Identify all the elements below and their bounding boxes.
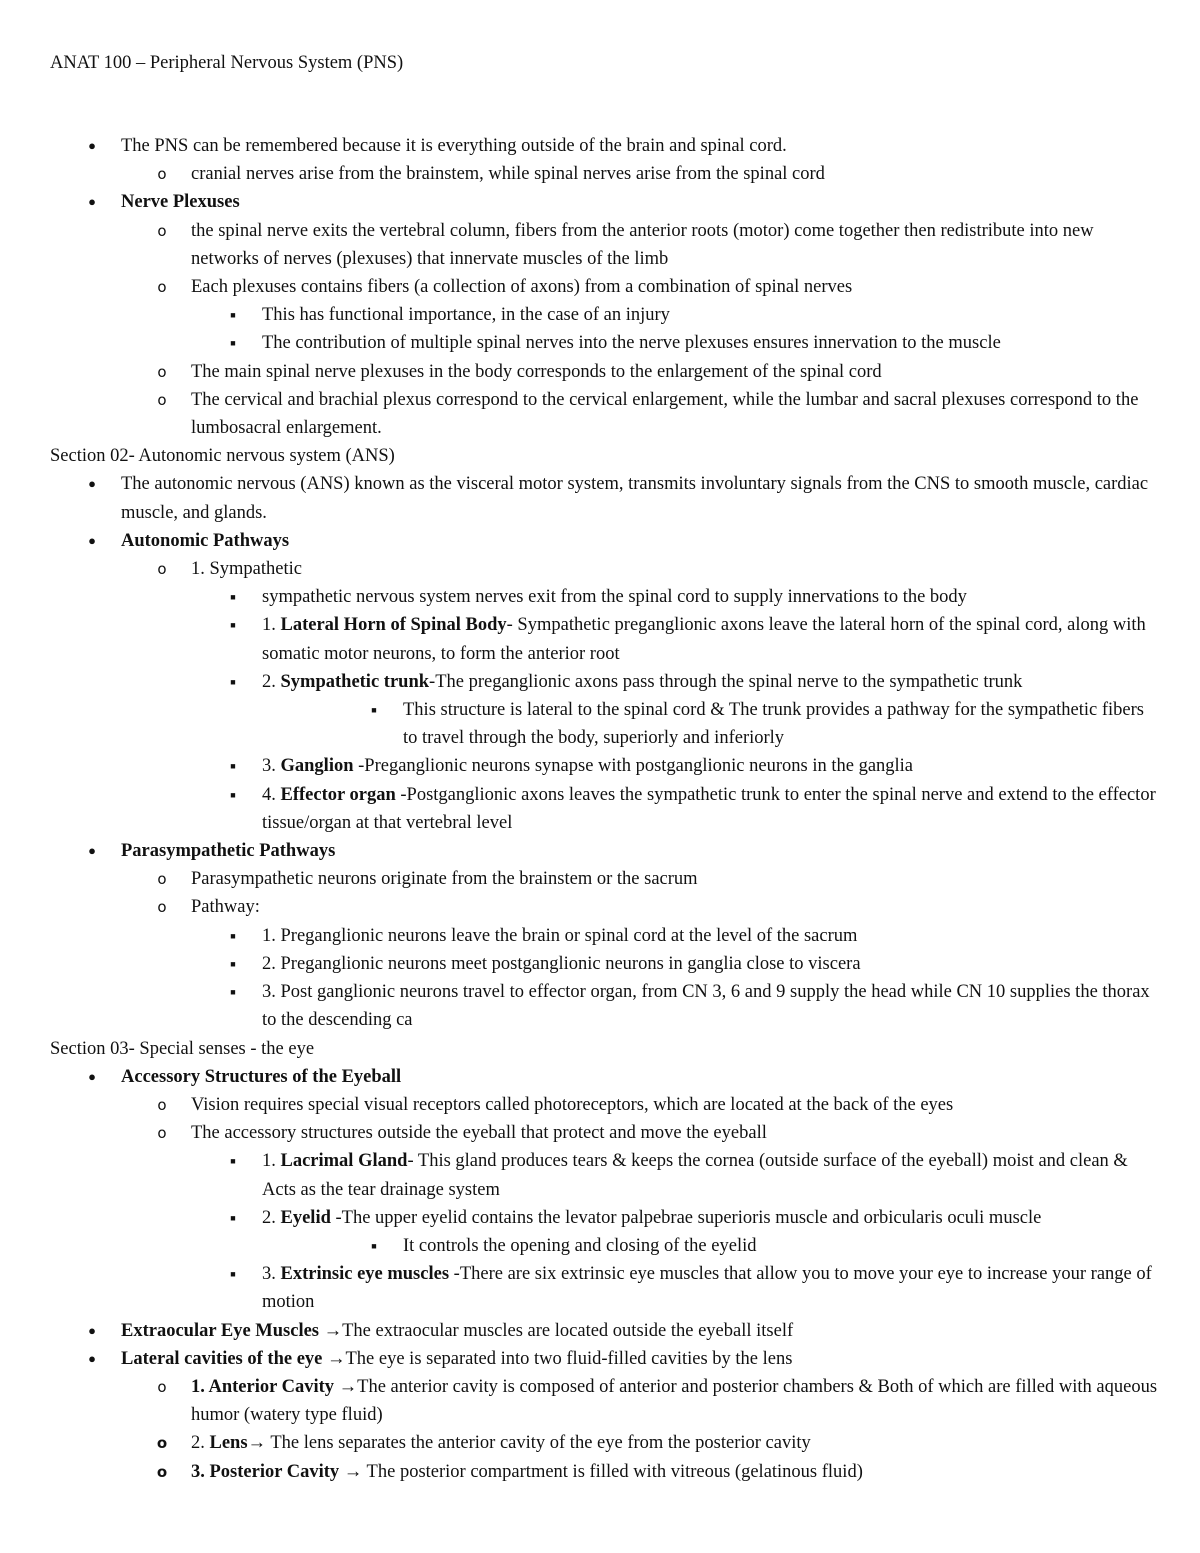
bullet-dot-icon: ● [88,476,96,492]
item-text: The contribution of multiple spinal nerves into the nerve plexuses ensures innervation to the muscle [262,333,1001,354]
item-heading: Lateral cavities of the eye [121,1348,323,1369]
circle-o-icon: o [157,1124,167,1143]
item-text: -Postganglionic axons leaves the sympathetic trunk to enter the spinal nerve and extend to the effector tissue/organ at that vertebral level [262,784,1156,833]
list-item [50,611,1160,667]
item-heading: Lateral Horn of Spinal Body [280,615,507,636]
item-number: 1. [262,615,281,636]
item-text: -The preganglionic axons pass through the spinal nerve to the sympathetic trunk [429,671,1023,692]
item-text: 3. Post ganglionic neurons travel to effector organ, from CN 3, 6 and 9 supply the head while CN 10 supplies the thorax to the descending ca [262,982,1150,1031]
list-item [50,752,1160,780]
item-text: This structure is lateral to the spinal cord & The trunk provides a pathway for the sympathetic fibers to travel through the body, superiorly and inferiorly [403,700,1144,749]
item-heading: Sympathetic trunk [280,671,430,692]
list-item [50,668,1160,696]
list-item [50,1119,1160,1147]
item-text: The cervical and brachial plexus correspond to the cervical enlargement, while the lumbar and sacral plexuses correspond to the lumbosacral enlargement. [191,389,1139,439]
bullet-dot-icon: ● [88,138,96,153]
square-bullet-icon: ■ [230,1269,236,1280]
square-bullet-icon: ■ [230,789,236,800]
item-text: The autonomic nervous (ANS) known as the visceral motor system, transmits involuntary signals from the CNS to smooth muscle, cardiac muscle, and glands. [121,474,1149,523]
circle-o-icon: o [157,560,167,579]
list-item [50,893,1160,921]
item-heading: Accessory Structures of the Eyeball [121,1066,402,1087]
item-text: → The lens separates the anterior cavity of the eye from the posterior cavity [247,1433,811,1454]
item-number: 3. [262,1264,281,1285]
item-text: →The anterior cavity is composed of anterior and posterior chambers & Both of which are filled with aqueous humor (watery type fluid) [191,1376,1158,1426]
list-item [50,922,1160,950]
list-item [50,1232,1160,1260]
item-text: Parasympathetic neurons originate from the brainstem or the sacrum [191,869,698,890]
list-item [50,386,1160,442]
item-text: 2. Preganglionic neurons meet postganglionic neurons in ganglia close to viscera [262,953,861,974]
square-bullet-icon: ■ [230,310,236,321]
list-item [50,1317,1160,1345]
item-number: 3. [262,756,281,777]
item-text: -There are six extrinsic eye muscles that allow you to move your eye to increase your range of motion [262,1264,1152,1313]
item-text: Each plexuses contains fibers (a collection of axons) from a combination of spinal nerves [191,277,853,298]
item-text: 1. Preganglionic neurons leave the brain or spinal cord at the level of the sacrum [262,925,858,946]
item-text: - Sympathetic preganglionic axons leave the lateral horn of the spinal cord, along with somatic motor neurons, to form the anterior root [262,615,1146,664]
circle-o-icon: o [157,278,167,297]
item-heading: Lacrimal Gland [280,1151,408,1172]
list-item [50,1260,1160,1316]
square-bullet-icon: ■ [230,676,236,687]
item-text: →The eye is separated into two fluid-filled cavities by the lens [322,1348,793,1369]
item-text: the spinal nerve exits the vertebral column, fibers from the anterior roots (motor) come together then redistribute into new networks of nerves (plexuses) that innervate muscles of the limb [191,220,1094,269]
item-text: This has functional importance, in the case of an injury [262,305,670,326]
square-bullet-icon: ■ [230,958,236,969]
item-text: 1. Sympathetic [191,559,302,580]
item-heading: Extraocular Eye Muscles [121,1320,319,1341]
list-item [50,1063,1160,1091]
square-bullet-icon: ■ [230,620,236,631]
item-number: 4. [262,784,281,805]
item-text: sympathetic nervous system nerves exit from the spinal cord to supply innervations to the body [262,587,967,608]
bullet-dot-icon: ● [88,1350,96,1366]
list-item [50,273,1160,301]
square-bullet-icon: ■ [230,338,236,349]
item-text: Pathway: [191,897,260,918]
square-bullet-icon: ■ [230,592,236,603]
list-item [50,1204,1160,1232]
list-item [50,470,1160,526]
item-heading: Ganglion [280,756,354,777]
list-item [50,301,1160,329]
bullet-dot-icon: ● [88,843,96,859]
list-item [50,358,1160,386]
list-item [50,527,1160,555]
item-number: 2. [262,671,281,692]
square-bullet-icon: ■ [371,1240,377,1251]
item-heading: Autonomic Pathways [121,530,290,551]
bullet-dot-icon: ● [88,194,96,210]
item-text: The main spinal nerve plexuses in the body corresponds to the enlargement of the spinal cord [191,361,882,382]
item-text: - This gland produces tears & keeps the cornea (outside surface of the eyeball) moist and clean & Acts as the tear drainage system [262,1151,1128,1200]
list-item [50,188,1160,216]
item-text: Section 02- Autonomic nervous system (ANS) [50,446,395,467]
list-item [50,329,1160,357]
item-text: -The upper eyelid contains the levator palpebrae superioris muscle and orbicularis oculi muscle [330,1207,1042,1228]
square-bullet-icon: ■ [230,987,236,998]
item-number: 2. [191,1433,210,1454]
item-number: 1. [262,1151,281,1172]
circle-o-icon: o [157,1377,167,1396]
circle-o-icon: o [156,1434,168,1453]
list-item [50,865,1160,893]
circle-o-icon: o [157,1095,167,1114]
section-heading [50,1035,1160,1063]
item-heading: Extrinsic eye muscles [280,1264,450,1285]
item-heading: Lens [209,1433,248,1454]
bullet-dot-icon: ● [88,1322,96,1338]
bullet-dot-icon: ● [88,532,96,548]
square-bullet-icon: ■ [230,1212,236,1223]
item-text: Section 03- Special senses - the eye [50,1038,315,1059]
list-item [50,1429,1160,1457]
list-item [50,1458,1160,1486]
list-item [50,978,1160,1034]
item-text: It controls the opening and closing of the eyelid [403,1235,757,1256]
list-item [50,1373,1160,1429]
square-bullet-icon: ■ [230,930,236,941]
item-heading: Parasympathetic Pathways [121,841,336,862]
circle-o-icon: o [157,165,167,184]
list-item [50,217,1160,273]
item-text: The PNS can be remembered because it is everything outside of the brain and spinal cord. [121,136,787,156]
square-bullet-icon: ■ [230,761,236,772]
list-item [50,555,1160,583]
list-item [50,583,1160,611]
circle-o-icon: o [157,362,167,381]
item-number: 2. [262,1207,281,1228]
circle-o-icon: o [157,898,167,917]
list-item [50,1091,1160,1119]
item-text: Vision requires special visual receptors called photoreceptors, which are located at the back of the eyes [191,1094,954,1115]
list-item [50,837,1160,865]
item-text: The accessory structures outside the eyeball that protect and move the eyeball [191,1123,767,1144]
circle-o-icon: o [157,390,167,409]
item-heading: Nerve Plexuses [121,192,240,213]
item-heading: Eyelid [280,1207,331,1228]
item-text: -Preganglionic neurons synapse with postganglionic neurons in the ganglia [353,756,914,777]
circle-o-icon: o [157,870,167,889]
list-item [50,950,1160,978]
document-title: ANAT 100 – Peripheral Nervous System (PNS) [50,53,404,73]
list-item [50,781,1160,837]
list-item [50,1147,1160,1203]
circle-o-icon: o [157,221,167,240]
square-bullet-icon: ■ [371,705,377,716]
list-item [50,1345,1160,1373]
bullet-dot-icon: ● [88,1068,96,1084]
item-heading: Effector organ [280,784,396,805]
item-text: →The extraocular muscles are located outside the eyeball itself [319,1320,794,1341]
item-heading: 1. Anterior Cavity [191,1376,335,1397]
item-text: → The posterior compartment is filled with vitreous (gelatinous fluid) [339,1461,863,1482]
list-item [50,132,1160,160]
document-body [50,132,1160,1486]
list-item [50,696,1160,752]
list-item [50,160,1160,188]
square-bullet-icon: ■ [230,1156,236,1167]
section-heading [50,442,1160,470]
circle-o-icon: o [156,1462,168,1481]
item-heading: 3. Posterior Cavity [191,1461,340,1482]
item-text: cranial nerves arise from the brainstem, while spinal nerves arise from the spinal cord [191,164,825,185]
